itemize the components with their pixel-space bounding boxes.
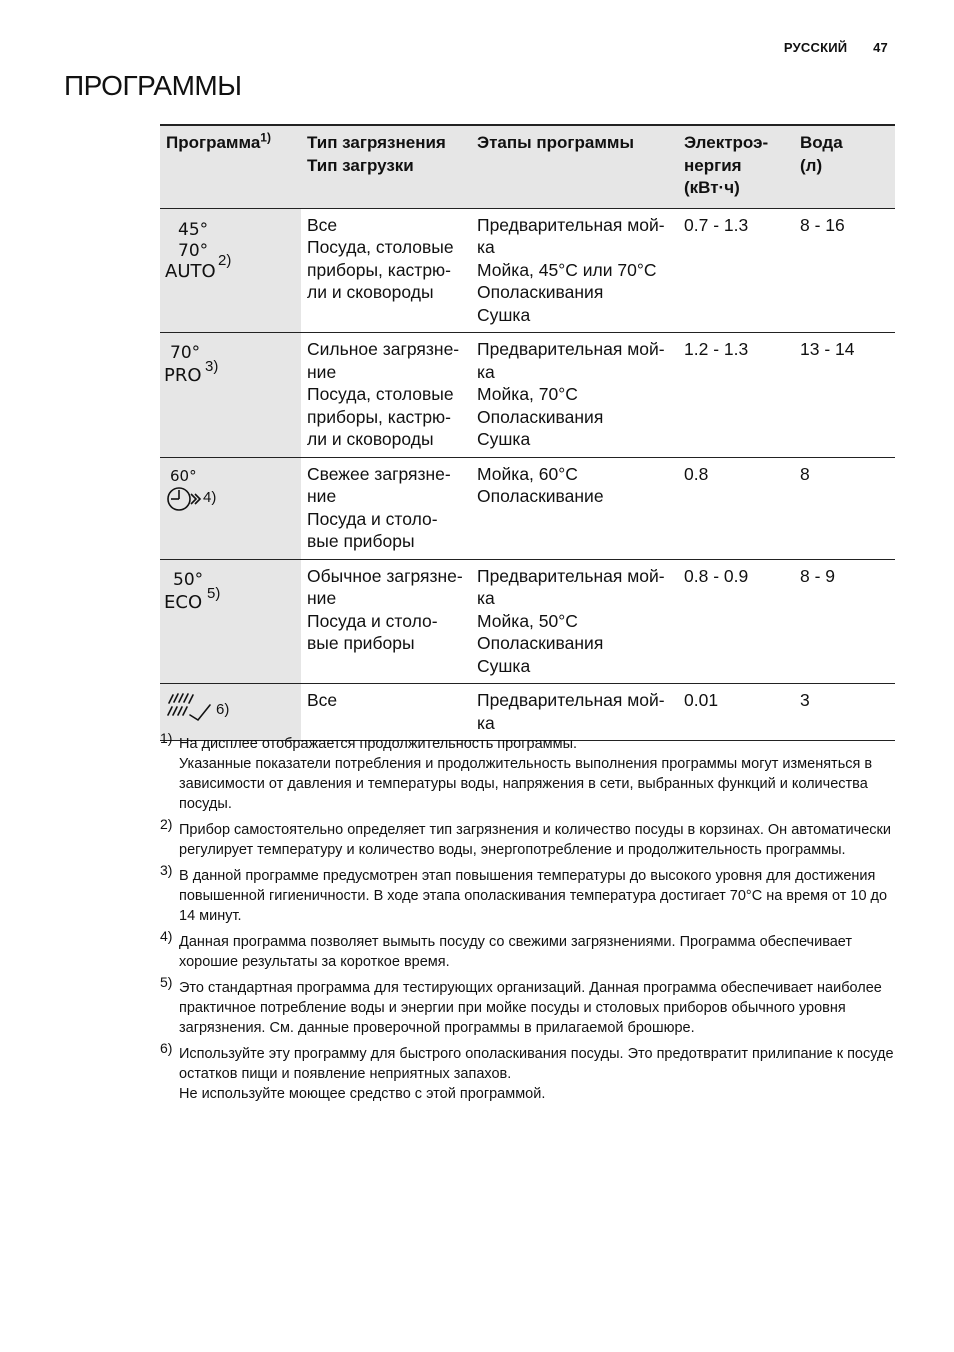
steps-cell: Предварительная мой-ка [477,690,665,733]
footnote-text: Прибор самостоятельно определяет тип загрязнения и количество посуды в корзинах. Он автоматически регулирует температуру и количество воды, энергопотребление и продолжительность программы. [179,822,891,858]
soil-type-cell: Свежее загрязне-ние Посуда и столо-вые приборы [307,463,451,551]
program-cell-pro [160,333,301,458]
footnote-ref: 2) [218,251,232,269]
footnotes [160,730,900,1110]
footnote-text: Указанные показатели потребления и продолжительность выполнения программы могут изменяться в зависимости от давления и температуры воды, напряжения в сети, выбранных функций и количества посуды. [179,756,873,812]
program-label: ECO [164,591,203,611]
energy-cell: 1.2 - 1.3 [684,339,749,359]
water-cell: 8 - 16 [800,214,845,235]
footnote-ref: 5) [207,584,221,602]
table-row [160,559,895,684]
col-header-program: Программа$^{1)}$ [160,125,301,208]
steps-cell: Предварительная мой-ка Мойка, 70°C Ополаскивания Сушка [477,339,665,449]
soil-type-cell: Все Посуда, столовые приборы, кастрю-ли и сковороды [307,214,454,302]
soil-type-cell: Сильное загрязне-ние Посуда, столовые приборы, кастрю-ли и сковороды [307,339,460,449]
program-cell-eco [160,559,301,684]
table-row [160,333,895,458]
footnote-text: Это стандартная программа для тестирующих организаций. Данная программа обеспечивает наиболее практичное потребление воды и энергии при мойке посуды и столовых приборов обычного уровня загрязнения. См. данные проверочной программы в прилагаемой брошюре. [179,980,882,1036]
temp-label: 70° [170,343,201,363]
water-cell: 8 - 9 [800,565,836,586]
energy-cell: 0.8 [684,463,709,484]
clock-icon [168,488,200,510]
footnote [160,862,900,926]
footnote [160,974,900,1038]
steps-cell: Предварительная мой-ка Мойка, 45°C или 70°C Ополаскивания Сушка [477,214,665,325]
energy-cell: 0.01 [684,690,719,710]
soil-type-cell: Все [307,690,338,710]
footnote [160,816,900,860]
pro-program-icon [164,338,244,384]
temp-label: 70° [178,240,209,261]
footnote [160,928,900,972]
program-cell-auto [160,208,301,333]
footnote-number: 5) [160,974,173,990]
programs-table [160,124,895,741]
col-header-steps: Этапы программы [471,125,678,208]
footnote-text: Данная программа позволяет вымыть посуду со свежими загрязнениями. Программа обеспечивает хорошие результаты за короткое время. [179,934,853,970]
page-number: 47 [873,40,888,55]
program-cell-rinse [160,684,301,741]
language-label: РУССКИЙ [783,40,848,55]
temp-label: 60° [170,466,197,485]
page-title: ПРОГРАММЫ [64,70,242,101]
footnote-number: 2) [160,816,173,832]
table-row [160,457,895,559]
temp-label: 45° [178,219,209,240]
steps-cell: Предварительная мой-ка Мойка, 50°C Ополаскивания Сушка [477,565,665,676]
footnote-ref: 3) [205,358,219,375]
water-cell: 8 [800,463,810,484]
soil-type-cell: Обычное загрязне-ние Посуда и столо-вые приборы [307,565,463,653]
footnote-ref: 1) [260,130,271,145]
footnote-ref: 6) [216,701,230,718]
footnote-text: В данной программе предусмотрен этап повышения температуры до высокого уровня для достижения повышенной гигиеничности. В ходе этапа ополаскивания температура достигает 70°C на время от 10 до 14 минут. [179,868,888,924]
footnote-text: Используйте эту программу для быстрого ополаскивания посуды. Это предотвратит прилипание к посуде остатков пищи и появление неприятных запахов. [179,1046,894,1082]
footnote [160,730,900,814]
auto-program-icon [164,214,244,280]
rinse-icon [164,689,224,725]
water-cell: 3 [800,690,810,710]
program-cell-quick [160,457,301,559]
footnote-number: 6) [160,1040,173,1056]
col-header-energy: Электроэ- нергия (кВт·ч) [678,125,794,208]
table-row [160,208,895,333]
page-header [784,40,888,55]
footnote-text: Не используйте моющее средство с этой программой. [179,1086,546,1102]
col-header-water: Вода (л) [794,125,895,208]
steps-cell: Мойка, 60°C Ополаскивание [477,463,604,506]
program-label: AUTO [165,260,216,280]
footnote-number: 3) [160,862,173,878]
energy-cell: 0.7 - 1.3 [684,214,749,235]
temp-label: 50° [173,569,204,590]
footnote-ref: 4) [203,488,217,506]
energy-cell: 0.8 - 0.9 [684,565,749,586]
table-header-row [160,125,895,208]
footnote-text: На дисплее отображается продолжительность программы. [179,736,578,752]
program-label: PRO [164,365,202,384]
footnote [160,1040,900,1104]
eco-program-icon [164,565,244,611]
footnote-number: 1) [160,730,173,746]
col-header-soil-type: Тип загрязнения Тип загрузки [301,125,471,208]
footnote-number: 4) [160,928,173,944]
table-row [160,684,895,741]
water-cell: 13 - 14 [800,339,855,359]
